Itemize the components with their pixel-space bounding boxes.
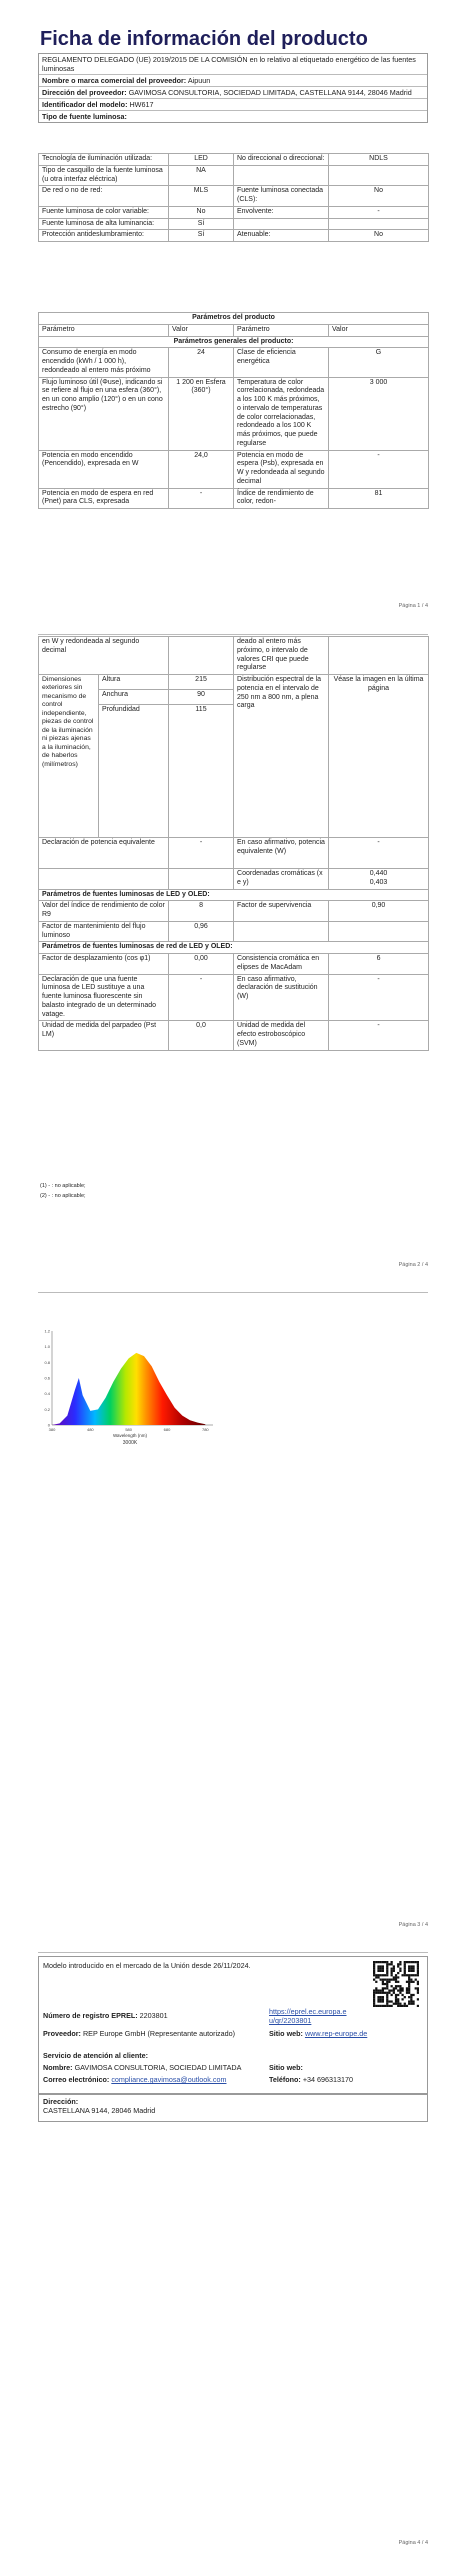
dimensions-label: Dimensiones exteriores sin mecanismo de control independiente, piezas de control de la iluminación ni piezas ajenas a la iluminación, de haberlos (milímetros): [39, 675, 99, 838]
spec-cell: MLS: [169, 186, 234, 207]
light-type-label: Tipo de fuente luminosa:: [42, 112, 127, 121]
dim-height-label: Altura: [99, 675, 169, 690]
y-tick-label: 0.8: [44, 1359, 50, 1365]
dim-width-label: Anchura: [99, 690, 169, 705]
spec-table: [38, 153, 429, 242]
params-header: Parámetros del producto: [39, 313, 429, 325]
model-row: [39, 99, 427, 111]
led-cell: [329, 921, 429, 942]
mains-cell: 6: [329, 954, 429, 975]
supplier-address: GAVIMOSA CONSULTORIA, SOCIEDAD LIMITADA, CASTELLANA 9144, 28046 Madrid: [128, 88, 412, 97]
email-link[interactable]: compliance.gavimosa@outlook.com: [111, 2075, 227, 2084]
mains-row: [39, 1021, 429, 1050]
params-table: [38, 312, 429, 509]
contact-block: [38, 1956, 428, 2094]
web-label: Sitio web:: [269, 2029, 303, 2038]
general-cell: Clase de eficiencia energética: [234, 348, 329, 377]
led-cell: Valor del índice de rendimiento de color R9: [39, 901, 169, 922]
led-cell: 8: [169, 901, 234, 922]
empty-cell: [39, 869, 169, 890]
general-header: Parámetros generales del producto:: [39, 336, 429, 348]
spec-cell: Tecnología de iluminación utilizada:: [39, 154, 169, 166]
general-row: [39, 488, 429, 509]
led-row: [39, 921, 429, 942]
header-block: [38, 53, 428, 123]
x-axis-label: Wavelength (nm): [112, 1433, 148, 1438]
col-value-1: Valor: [169, 324, 234, 336]
led-cell: 0,96: [169, 921, 234, 942]
equiv-power-value: -: [329, 838, 429, 869]
spec-row: [39, 154, 429, 166]
x-tick-label: 480: [86, 1427, 94, 1432]
empty-cell: [329, 637, 429, 675]
spec-cell: Protección antideslumbramiento:: [39, 230, 169, 242]
dim-depth-value: 115: [169, 705, 234, 838]
params-table-cont: [38, 636, 429, 1051]
provider-name: REP Europe GmbH (Representante autorizado): [82, 2029, 236, 2038]
general-cell: Flujo luminoso útil (Φuse), indicando si se refiere al flujo en una esfera (360°), en un cono amplio (120°) o en un cono estrecho (90°): [39, 377, 169, 450]
spec-cell: No direccional o direccional:: [234, 154, 329, 166]
spec-row: [39, 165, 429, 186]
spec-cell: Tipo de casquillo de la fuente luminosa (u otra interfaz eléctrica): [39, 165, 169, 186]
spec-cell: De red o no de red:: [39, 186, 169, 207]
page-number-2: Página 2 / 4: [398, 1262, 428, 1268]
phone-number: +34 696313170: [302, 2075, 353, 2084]
spec-cell: [234, 218, 329, 230]
spec-cell: [329, 218, 429, 230]
mains-cell: En caso afirmativo, declaración de sustitución (W): [234, 974, 329, 1021]
spec-cell: NDLS: [329, 154, 429, 166]
supplier-name-label: Nombre o marca comercial del proveedor:: [42, 76, 187, 85]
service-web-label: Sitio web:: [269, 2063, 303, 2072]
mains-cell: -: [329, 1021, 429, 1050]
page-title: Ficha de información del producto: [40, 28, 368, 50]
empty-cell: [169, 637, 234, 675]
standby-net-cont: en W y redondeada al segundo decimal: [39, 637, 169, 675]
spec-cell: [234, 165, 329, 186]
general-cell: 24,0: [169, 450, 234, 488]
mains-row: [39, 954, 429, 975]
general-cell: Consumo de energía en modo encendido (kWh / 1 000 h), redondeado al entero más próximo: [39, 348, 169, 377]
spec-row: [39, 186, 429, 207]
mains-cell: Declaración de que una fuente luminosa de LED sustituye a una fuente luminosa fluorescente sin balasto integrado de un determinado vatage.: [39, 974, 169, 1021]
spec-cell: No: [329, 186, 429, 207]
col-param-1: Parámetro: [39, 324, 169, 336]
model-id: HW617: [129, 100, 154, 109]
mains-cell: 0,0: [169, 1021, 234, 1050]
spec-cell: Envolvente:: [234, 206, 329, 218]
y-tick-label: 0: [47, 1422, 50, 1428]
mains-header: Parámetros de fuentes luminosas de red de LED y OLED:: [39, 942, 429, 954]
general-cell: 24: [169, 348, 234, 377]
spec-cell: Sí: [169, 230, 234, 242]
cri-cont: deado al entero más próximo, o intervalo de valores CRI que puede regularse: [234, 637, 329, 675]
mains-cell: Unidad de medida del parpadeo (Pst LM): [39, 1021, 169, 1050]
led-cell: Factor de supervivencia: [234, 901, 329, 922]
dim-width-value: 90: [169, 690, 234, 705]
page-number-1: Página 1 / 4: [398, 603, 428, 609]
mains-cell: -: [169, 974, 234, 1021]
spec-cell: No: [169, 206, 234, 218]
supplier-name-row: [39, 75, 427, 87]
mains-cell: Unidad de medida del efecto estroboscópico (SVM): [234, 1021, 329, 1050]
mains-cell: Consistencia cromática en elipses de MacAdam: [234, 954, 329, 975]
model-label: Identificador del modelo:: [42, 100, 128, 109]
led-row: [39, 901, 429, 922]
mains-row: [39, 974, 429, 1021]
col-param-2: Parámetro: [234, 324, 329, 336]
spec-cell: [329, 165, 429, 186]
qr-code-icon[interactable]: [373, 1961, 419, 2007]
y-tick-label: 1.2: [44, 1328, 50, 1334]
spectral-label: Distribución espectral de la potencia en el intervalo de 250 nm a 800 nm, a plena carga: [234, 675, 329, 838]
spec-cell: NA: [169, 165, 234, 186]
provider-label: Proveedor:: [43, 2029, 81, 2038]
page-divider: [38, 1952, 428, 1953]
supplier-address-label: Dirección del proveedor:: [42, 88, 127, 97]
spec-row: [39, 206, 429, 218]
spec-cell: No: [329, 230, 429, 242]
eprel-number: 2203801: [139, 2011, 168, 2020]
market-text: Modelo introducido en el mercado de la Unión desde 26/11/2024.: [43, 1961, 251, 1970]
dim-depth-label: Profundidad: [99, 705, 169, 838]
spec-cell: Atenuable:: [234, 230, 329, 242]
spec-cell: Sí: [169, 218, 234, 230]
spec-cell: -: [329, 206, 429, 218]
service-name: GAVIMOSA CONSULTORIA, SOCIEDAD LIMITADA: [74, 2063, 242, 2072]
address-label: Dirección:: [43, 2097, 79, 2106]
col-value-2: Valor: [329, 324, 429, 336]
y-tick-label: 0.2: [44, 1406, 50, 1412]
spectral-value: Véase la imagen en la última página: [329, 675, 429, 838]
general-cell: -: [329, 450, 429, 488]
x-tick-label: 380: [48, 1427, 56, 1432]
supplier-name: Aipuun: [187, 76, 211, 85]
general-cell: Índice de rendimiento de color, redon-: [234, 488, 329, 509]
led-cell: Factor de mantenimiento del flujo luminoso: [39, 921, 169, 942]
service-label: Servicio de atención al cliente:: [43, 2051, 149, 2060]
general-cell: Potencia en modo de espera en red (Pnet) para CLS, expresada: [39, 488, 169, 509]
mains-cell: -: [329, 974, 429, 1021]
supplier-address-row: [39, 87, 427, 99]
general-cell: 1 200 en Esfera (360°): [169, 377, 234, 450]
dim-height-value: 215: [169, 675, 234, 690]
phone-label: Teléfono:: [269, 2075, 301, 2084]
spectrum-area: [52, 1353, 205, 1425]
y-tick-label: 0.4: [44, 1391, 50, 1397]
led-cell: 0,90: [329, 901, 429, 922]
spec-cell: Fuente luminosa de color variable:: [39, 206, 169, 218]
general-cell: Potencia en modo encendido (Pencendido), expresada en W: [39, 450, 169, 488]
general-cell: Potencia en modo de espera (Psb), expresada en W y redondeada al segundo decimal: [234, 450, 329, 488]
spec-row: [39, 218, 429, 230]
mains-cell: Factor de desplazamiento (cos φ1): [39, 954, 169, 975]
regulation-text: REGLAMENTO DELEGADO (UE) 2019/2015 DE LA COMISIÓN en lo relativo al etiquetado energético de las fuentes luminosas: [39, 54, 427, 75]
chroma-value: 0,440 0,403: [329, 869, 429, 890]
spec-cell: Fuente luminosa conectada (CLS):: [234, 186, 329, 207]
address-value: CASTELLANA 9144, 28046 Madrid: [43, 2106, 156, 2115]
chart-caption: 3000K: [122, 1440, 138, 1445]
mains-cell: 0,00: [169, 954, 234, 975]
spectral-chart: [38, 1325, 223, 1445]
note-2: (2) - : no aplicable;: [40, 1193, 86, 1199]
spec-row: [39, 230, 429, 242]
x-tick-label: 580: [125, 1427, 133, 1432]
spec-cell: Fuente luminosa de alta luminancia:: [39, 218, 169, 230]
general-row: [39, 450, 429, 488]
general-row: [39, 377, 429, 450]
general-row: [39, 348, 429, 377]
eprel-label: Número de registro EPREL:: [43, 2011, 138, 2020]
general-cell: Temperatura de color correlacionada, redondeada a los 100 K más próximos, o intervalo de temperaturas de color correlacionadas, redondeado a los 100 K más próximos, que puede regularse: [234, 377, 329, 450]
page-divider: [38, 634, 428, 635]
general-cell: -: [169, 488, 234, 509]
email-label: Correo electrónico:: [43, 2075, 110, 2084]
equiv-power-label: En caso afirmativo, potencia equivalente (W): [234, 838, 329, 869]
led-cell: [234, 921, 329, 942]
x-tick-label: 680: [163, 1427, 171, 1432]
page-number-4: Página 4 / 4: [398, 2540, 428, 2546]
led-header: Parámetros de fuentes luminosas de LED y OLED:: [39, 889, 429, 901]
eprel-link[interactable]: https://eprel.ec.europa.eu/qr/2203801: [269, 2007, 347, 2025]
y-tick-label: 1.0: [44, 1344, 50, 1350]
x-tick-label: 780: [201, 1427, 209, 1432]
general-cell: G: [329, 348, 429, 377]
page-number-3: Página 3 / 4: [398, 1922, 428, 1928]
page-divider: [38, 1292, 428, 1293]
y-tick-label: 0.6: [44, 1375, 50, 1381]
provider-web-link[interactable]: www.rep-europe.de: [304, 2029, 368, 2038]
empty-cell: [169, 869, 234, 890]
equiv-value: -: [169, 838, 234, 869]
service-name-label: Nombre:: [43, 2063, 73, 2072]
general-cell: 3 000: [329, 377, 429, 450]
equiv-label: Declaración de potencia equivalente: [39, 838, 169, 869]
general-cell: 81: [329, 488, 429, 509]
address-block: [38, 2094, 428, 2122]
chroma-label: Coordenadas cromáticas (x e y): [234, 869, 329, 890]
spec-cell: LED: [169, 154, 234, 166]
note-1: (1) - : no aplicable;: [40, 1183, 86, 1189]
